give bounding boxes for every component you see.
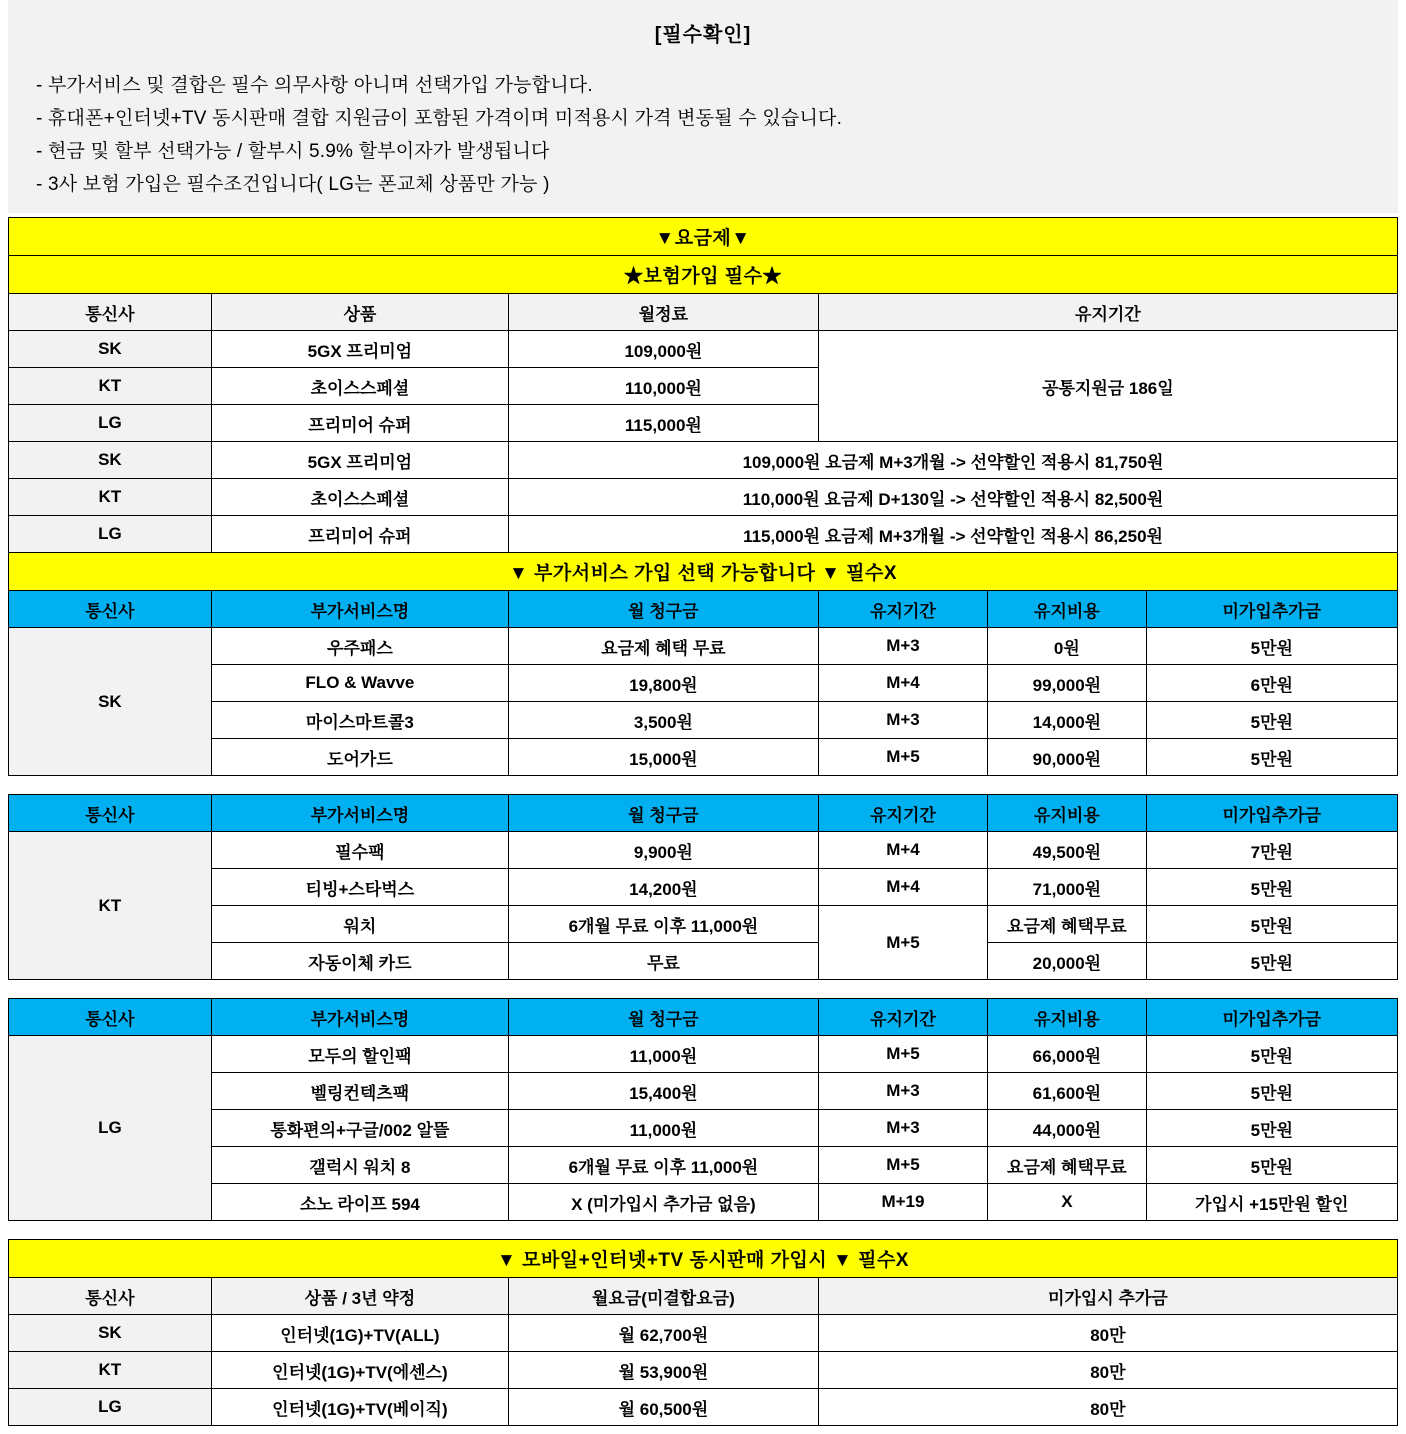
plan-carrier: SK: [9, 442, 212, 479]
table-row: [9, 739, 1398, 776]
addon-header-name: 부가서비스명: [211, 591, 508, 628]
notice-title: [필수확인]: [654, 24, 752, 46]
table-row: [9, 628, 1398, 665]
addon-monthly: 11,000원: [509, 1036, 819, 1073]
addon-header-name: 부가서비스명: [211, 999, 508, 1036]
addon-lg-table: [8, 998, 1398, 1221]
plan-fee: 109,000원: [509, 331, 819, 368]
addon-penalty: 가입시 +15만원 할인: [1146, 1184, 1397, 1221]
plan-detail: 109,000원 요금제 M+3개월 -> 선약할인 적용시 81,750원: [509, 442, 1398, 479]
addon-period: M+3: [818, 1073, 987, 1110]
addon-period: M+4: [818, 665, 987, 702]
addon-penalty: 5만원: [1146, 869, 1397, 906]
kt-table-wrap: [8, 794, 1398, 980]
combo-penalty: 80만: [818, 1315, 1397, 1352]
addon-header-cost: 유지비용: [988, 591, 1146, 628]
plan-header-period: 유지기간: [818, 294, 1397, 331]
addon-monthly: 9,900원: [509, 832, 819, 869]
table-row: [9, 1352, 1398, 1389]
plan-header-fee: 월정료: [509, 294, 819, 331]
plan-detail: 110,000원 요금제 D+130일 -> 선약할인 적용시 82,500원: [509, 479, 1398, 516]
addon-name: 자동이체 카드: [211, 943, 508, 980]
plan-period-merged: 공통지원금 186일: [818, 331, 1397, 442]
addon-penalty: 5만원: [1146, 1073, 1397, 1110]
addon-name: 우주패스: [211, 628, 508, 665]
addon-banner: ▼ 부가서비스 가입 선택 가능합니다 ▼ 필수X: [9, 553, 1398, 591]
combo-product: 인터넷(1G)+TV(ALL): [211, 1315, 508, 1352]
table-header-row: [9, 1278, 1398, 1315]
addon-name: 티빙+스타벅스: [211, 869, 508, 906]
plan-banner-2: ★보험가입 필수★: [9, 256, 1398, 294]
addon-period: M+5: [818, 1036, 987, 1073]
table-row: [9, 1147, 1398, 1184]
plan-header-carrier: 통신사: [9, 294, 212, 331]
lg-table-wrap: [8, 998, 1398, 1221]
addon-cost: 49,500원: [988, 832, 1146, 869]
table-row: [9, 1315, 1398, 1352]
addon-penalty: 5만원: [1146, 739, 1397, 776]
addon-penalty: 5만원: [1146, 943, 1397, 980]
combo-table-wrap: [8, 1239, 1398, 1426]
addon-name: 필수팩: [211, 832, 508, 869]
addon-monthly: 15,000원: [509, 739, 819, 776]
table-header-row: [9, 294, 1398, 331]
plan-detail: 115,000원 요금제 M+3개월 -> 선약할인 적용시 86,250원: [509, 516, 1398, 553]
table-header-row: [9, 591, 1398, 628]
addon-period: M+5: [818, 739, 987, 776]
combo-header-monthly: 월요금(미결합요금): [509, 1278, 819, 1315]
addon-header-monthly: 월 청구금: [509, 999, 819, 1036]
plan-product: 초이스스페셜: [211, 479, 508, 516]
addon-header-carrier: 통신사: [9, 795, 212, 832]
plan-product: 프리미어 슈퍼: [211, 516, 508, 553]
addon-lg-carrier: LG: [9, 1036, 212, 1221]
table-row: [9, 702, 1398, 739]
addon-header-penalty: 미가입추가금: [1146, 591, 1397, 628]
plan-carrier: SK: [9, 331, 212, 368]
addon-cost: 44,000원: [988, 1110, 1146, 1147]
addon-period: M+3: [818, 1110, 987, 1147]
combo-monthly: 월 62,700원: [509, 1315, 819, 1352]
plan-header-product: 상품: [211, 294, 508, 331]
combo-penalty: 80만: [818, 1389, 1397, 1426]
combo-carrier: SK: [9, 1315, 212, 1352]
table-row: [9, 256, 1398, 294]
combo-banner: ▼ 모바일+인터넷+TV 동시판매 가입시 ▼ 필수X: [9, 1240, 1398, 1278]
addon-cost: 요금제 혜택무료: [988, 906, 1146, 943]
addon-cost: 0원: [988, 628, 1146, 665]
plan-product: 5GX 프리미엄: [211, 331, 508, 368]
plan-fee: 110,000원: [509, 368, 819, 405]
addon-header-period: 유지기간: [818, 795, 987, 832]
addon-monthly: X (미가입시 추가금 없음): [509, 1184, 819, 1221]
addon-name: 도어가드: [211, 739, 508, 776]
table-row: [9, 331, 1398, 368]
plan-product: 초이스스페셜: [211, 368, 508, 405]
addon-penalty: 5만원: [1146, 906, 1397, 943]
addon-penalty: 5만원: [1146, 702, 1397, 739]
addon-header-carrier: 통신사: [9, 591, 212, 628]
table-row: [9, 1073, 1398, 1110]
plan-carrier: KT: [9, 479, 212, 516]
table-row: [9, 479, 1398, 516]
addon-kt-carrier: KT: [9, 832, 212, 980]
plan-banner-1: ▼요금제▼: [9, 218, 1398, 256]
addon-penalty: 6만원: [1146, 665, 1397, 702]
addon-name: 갤럭시 워치 8: [211, 1147, 508, 1184]
addon-monthly: 15,400원: [509, 1073, 819, 1110]
addon-header-monthly: 월 청구금: [509, 795, 819, 832]
plan-product: 5GX 프리미엄: [211, 442, 508, 479]
addon-cost: 20,000원: [988, 943, 1146, 980]
addon-header-name: 부가서비스명: [211, 795, 508, 832]
addon-name: 소노 라이프 594: [211, 1184, 508, 1221]
addon-penalty: 5만원: [1146, 628, 1397, 665]
notice-line: - 휴대폰+인터넷+TV 동시판매 결합 지원금이 포함된 가격이며 미적용시 가격 변동될 수 있습니다.: [36, 108, 843, 129]
combo-product: 인터넷(1G)+TV(베이직): [211, 1389, 508, 1426]
addon-monthly: 19,800원: [509, 665, 819, 702]
table-row: [9, 1389, 1398, 1426]
plan-carrier: LG: [9, 516, 212, 553]
table-row: [9, 218, 1398, 256]
addon-monthly: 6개월 무료 이후 11,000원: [509, 906, 819, 943]
plan-carrier: KT: [9, 368, 212, 405]
table-row: [9, 869, 1398, 906]
addon-monthly: 11,000원: [509, 1110, 819, 1147]
combo-monthly: 월 60,500원: [509, 1389, 819, 1426]
plan-product: 프리미어 슈퍼: [211, 405, 508, 442]
addon-penalty: 7만원: [1146, 832, 1397, 869]
addon-cost: 요금제 혜택무료: [988, 1147, 1146, 1184]
addon-monthly: 6개월 무료 이후 11,000원: [509, 1147, 819, 1184]
addon-cost: 99,000원: [988, 665, 1146, 702]
addon-cost: 61,600원: [988, 1073, 1146, 1110]
addon-cost: 66,000원: [988, 1036, 1146, 1073]
addon-period: M+3: [818, 702, 987, 739]
addon-penalty: 5만원: [1146, 1147, 1397, 1184]
notice-line: - 현금 및 할부 선택가능 / 할부시 5.9% 할부이자가 발생됩니다: [36, 141, 550, 162]
addon-period: M+5: [818, 1147, 987, 1184]
addon-header-penalty: 미가입추가금: [1146, 999, 1397, 1036]
addon-penalty: 5만원: [1146, 1036, 1397, 1073]
table-row: [9, 906, 1398, 943]
table-header-row: [9, 999, 1398, 1036]
table-row: [9, 1240, 1398, 1278]
table-row: [9, 1036, 1398, 1073]
addon-cost: X: [988, 1184, 1146, 1221]
section-spacer: [8, 776, 1398, 794]
table-row: [9, 553, 1398, 591]
addon-header-penalty: 미가입추가금: [1146, 795, 1397, 832]
combo-carrier: KT: [9, 1352, 212, 1389]
combo-carrier: LG: [9, 1389, 212, 1426]
section-spacer: [8, 1221, 1398, 1239]
addon-kt-table: [8, 794, 1398, 980]
table-row: [9, 1110, 1398, 1147]
addon-name: 워치: [211, 906, 508, 943]
addon-penalty: 5만원: [1146, 1110, 1397, 1147]
plan-fee: 115,000원: [509, 405, 819, 442]
addon-header-carrier: 통신사: [9, 999, 212, 1036]
addon-monthly: 3,500원: [509, 702, 819, 739]
plan-carrier: LG: [9, 405, 212, 442]
addon-monthly: 14,200원: [509, 869, 819, 906]
addon-period: M+4: [818, 832, 987, 869]
addon-cost: 90,000원: [988, 739, 1146, 776]
addon-sk-carrier: SK: [9, 628, 212, 776]
addon-monthly: 요금제 혜택 무료: [509, 628, 819, 665]
addon-header-cost: 유지비용: [988, 795, 1146, 832]
combo-monthly: 월 53,900원: [509, 1352, 819, 1389]
addon-header-monthly: 월 청구금: [509, 591, 819, 628]
addon-monthly: 무료: [509, 943, 819, 980]
table-header-row: [9, 795, 1398, 832]
section-spacer: [8, 980, 1398, 998]
addon-period: M+3: [818, 628, 987, 665]
table-row: [9, 516, 1398, 553]
addon-name: 모두의 할인팩: [211, 1036, 508, 1073]
combo-header-product: 상품 / 3년 약정: [211, 1278, 508, 1315]
addon-period: M+4: [818, 869, 987, 906]
addon-name: 벨링컨텍츠팩: [211, 1073, 508, 1110]
addon-cost: 14,000원: [988, 702, 1146, 739]
combo-table: [8, 1239, 1398, 1426]
table-row: [9, 1184, 1398, 1221]
addon-cost: 71,000원: [988, 869, 1146, 906]
addon-name: 마이스마트콜3: [211, 702, 508, 739]
addon-period: M+19: [818, 1184, 987, 1221]
addon-name: 통화편의+구글/002 알뜰: [211, 1110, 508, 1147]
addon-header-period: 유지기간: [818, 999, 987, 1036]
plan-table: [8, 217, 1398, 776]
table-row: [9, 665, 1398, 702]
notice-block: [8, 0, 1398, 213]
combo-header-penalty: 미가입시 추가금: [818, 1278, 1397, 1315]
addon-header-period: 유지기간: [818, 591, 987, 628]
notice-line: - 부가서비스 및 결합은 필수 의무사항 아니며 선택가입 가능합니다.: [36, 75, 593, 96]
addon-name: FLO & Wavve: [211, 665, 508, 702]
table-row: [9, 943, 1398, 980]
table-row: [9, 832, 1398, 869]
notice-line: - 3사 보험 가입은 필수조건입니다( LG는 폰교체 상품만 가능 ): [36, 174, 550, 195]
combo-product: 인터넷(1G)+TV(에센스): [211, 1352, 508, 1389]
combo-penalty: 80만: [818, 1352, 1397, 1389]
plan-table-wrap: [8, 217, 1398, 776]
addon-header-cost: 유지비용: [988, 999, 1146, 1036]
table-row: [9, 442, 1398, 479]
combo-header-carrier: 통신사: [9, 1278, 212, 1315]
addon-period: M+5: [818, 906, 987, 980]
